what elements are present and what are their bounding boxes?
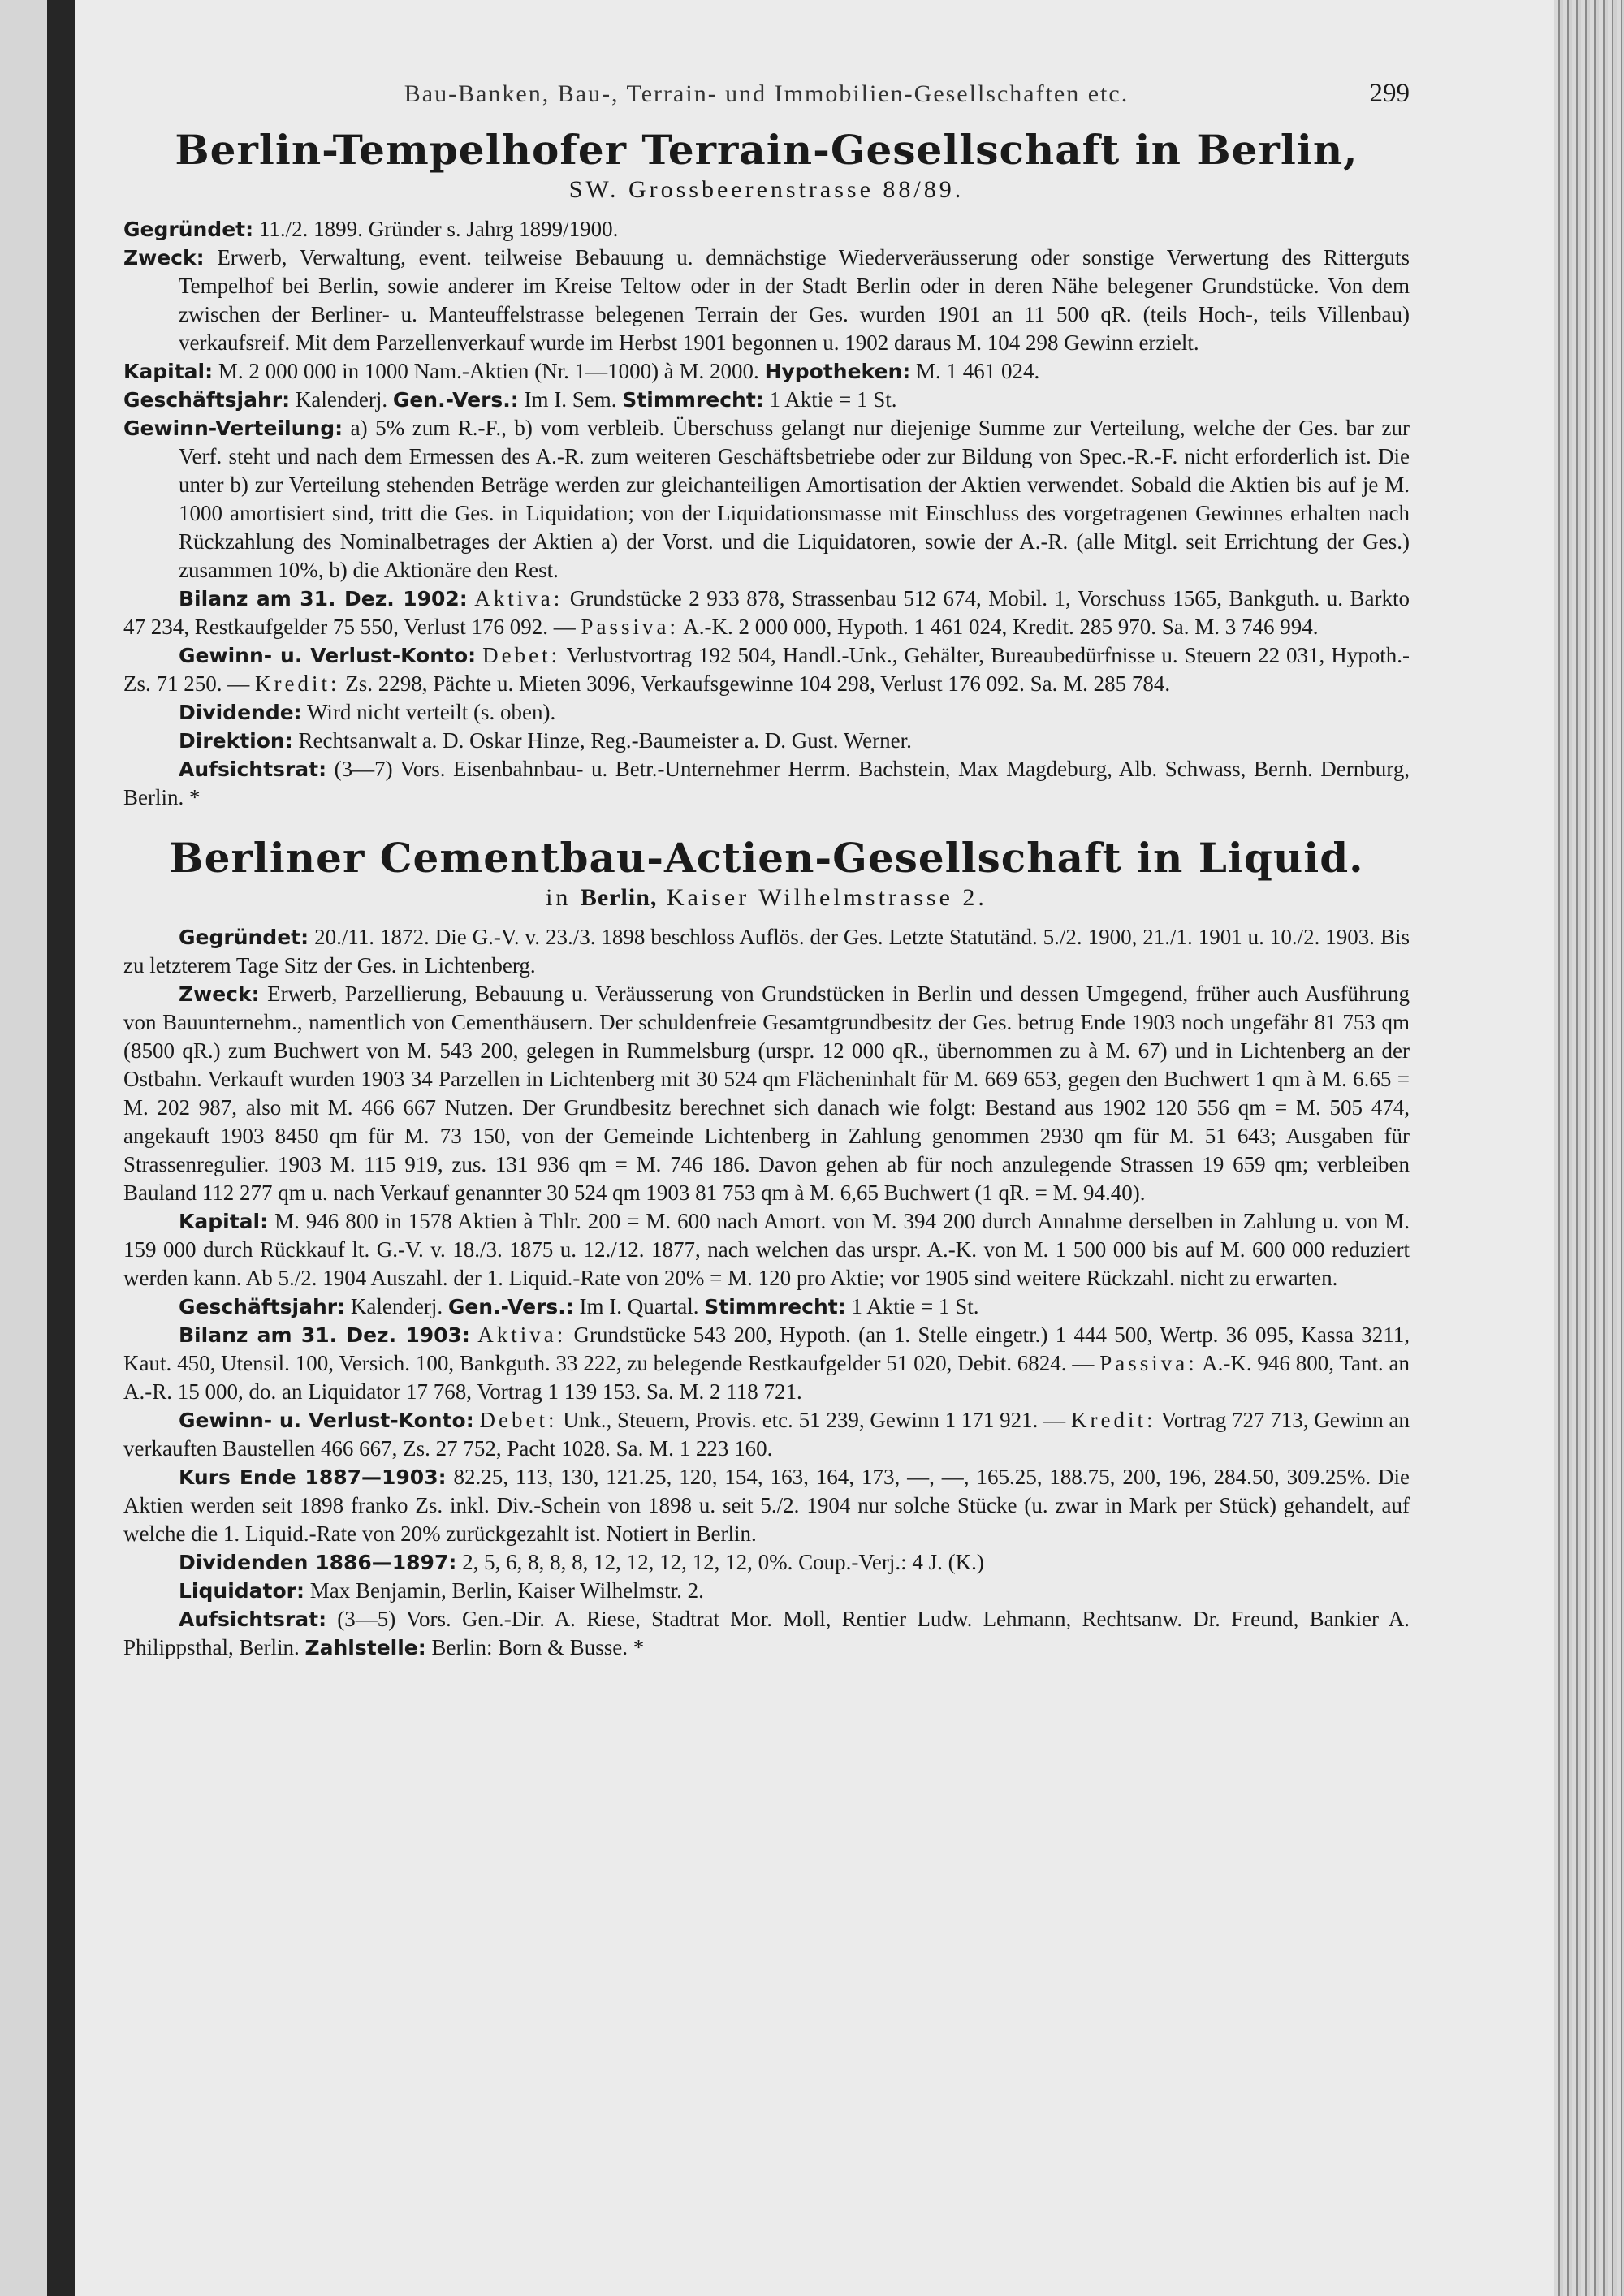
liquidator-label: Liquidator: xyxy=(179,1579,304,1603)
liabilities-label: Passiva: xyxy=(581,615,679,639)
dividend-label: Dividende: xyxy=(179,701,302,724)
adjacent-page-edge xyxy=(0,0,47,2296)
company-address: SW. Grossbeerenstrasse 88/89. xyxy=(568,176,965,203)
voting-right-text: 1 Aktie = 1 St. xyxy=(851,1294,979,1318)
general-meeting-text: Im I. Sem. xyxy=(524,387,617,412)
founded-paragraph xyxy=(123,923,1410,980)
capital-paragraph xyxy=(123,1207,1410,1293)
assets-label: Aktiva: xyxy=(477,1323,567,1347)
credit-text: Vortrag 727 713, Gewinn an verkauften Baustellen 466 667, Zs. 27 752, Pacht 1028. Sa. M. 1 223 160. xyxy=(123,1408,1410,1461)
founded-label: Gegründet: xyxy=(179,926,309,949)
credit-label: Kredit: xyxy=(255,671,340,696)
supervisory-board-text: (3—5) Vors. Gen.-Dir. A. Riese, Stadtrat Mor. Moll, Rentier Ludw. Lehmann, Rechtsanw. Dr. Freund, Bankier A. Philippsthal, Berlin. xyxy=(123,1607,1410,1659)
company-entry-cementbau xyxy=(123,833,1410,1662)
founded-text: 20./11. 1872. Die G.-V. v. 23./3. 1898 beschloss Auflös. der Ges. Letzte Statutänd. 5./2. 1900, 21./1. 1901 u. 10./2. 1903. Bis zu letzterem Tage Sitz der Ges. in Lichtenberg. xyxy=(123,925,1410,978)
address-prefix: in xyxy=(546,884,572,911)
liquidator-text: Max Benjamin, Berlin, Kaiser Wilhelmstr. 2. xyxy=(309,1578,704,1603)
voting-right-text: 1 Aktie = 1 St. xyxy=(769,387,897,412)
page-number: 299 xyxy=(1369,79,1410,108)
running-head xyxy=(123,80,1410,115)
voting-right-label: Stimmrecht: xyxy=(622,388,764,412)
dividends-line xyxy=(123,1548,1410,1577)
running-title: Bau-Banken, Bau-, Terrain- und Immobilien-Gesellschaften etc. xyxy=(404,80,1129,107)
balance-sheet-label: Bilanz am 31. Dez. 1903: xyxy=(179,1323,470,1347)
purpose-label: Zweck: xyxy=(179,982,260,1006)
profit-distribution-text: a) 5% zum R.-F., b) vom verbleib. Überschuss gelangt nur diejenige Summe zur Verteilung, welche der Ges. bar zur Verf. steht und nach dem Ermessen des A.-R. zum weiteren Geschäftsbetriebe oder zur Bildung von Spec.-R.-F. nicht erforderlich ist. Die unter b) zur Verteilung stehenden Beträge werden zur gleichanteiligen Amortisation der Aktien verwendet. Sobald die Aktien bis auf je M. 1000 amortisiert sind, tritt die Ges. in Liquidation; von der Liquidationsmasse mit Einschluss des vorgetragenen Gewinnes erhalten nach Rückzahlung des Nominalbetrages der Aktien a) der Vorst. und die Liquidatoren, sowie der A.-R. (alle Mitgl. seit Errichtung der Ges.) zusammen 10%, b) die Aktionäre den Rest. xyxy=(179,416,1410,582)
assets-text: Grundstücke 543 200, Hypoth. (an 1. Stelle eingetr.) 1 444 500, Wertp. 36 095, Kassa 3211, Kaut. 450, Utensil. 100, Versich. 100, Bankguth. 33 222, zu belegende Restkaufgelder 51 020, Debit. 6824. — xyxy=(123,1323,1410,1375)
debit-text: Verlustvortrag 192 504, Handl.-Unk., Gehälter, Bureaubedürfnisse u. Steuern 22 031, Hypoth.-Zs. 71 250. — xyxy=(123,643,1410,696)
liabilities-text: A.-K. 946 800, Tant. an A.-R. 15 000, do. an Liquidator 17 768, Vortrag 1 139 153. Sa. M. 2 118 721. xyxy=(123,1351,1410,1404)
address-street: Kaiser Wilhelmstrasse 2. xyxy=(666,884,987,911)
fiscal-year-label: Geschäftsjahr: xyxy=(123,388,291,412)
assets-label: Aktiva: xyxy=(474,586,564,611)
general-meeting-label: Gen.-Vers.: xyxy=(392,388,519,412)
profit-loss-label: Gewinn- u. Verlust-Konto: xyxy=(179,644,477,667)
paying-agent-text: Berlin: Born & Busse. * xyxy=(431,1635,645,1659)
profit-distribution-paragraph xyxy=(123,414,1410,585)
fiscal-year-line xyxy=(123,1293,1410,1321)
voting-right-label: Stimmrecht: xyxy=(704,1295,846,1318)
entry-separator xyxy=(123,812,1410,830)
purpose-paragraph xyxy=(123,244,1410,357)
founded-label: Gegründet: xyxy=(123,218,254,241)
book-gutter xyxy=(47,0,75,2296)
company-title: Berliner Cementbau-Actien-Gesellschaft in Liquid. xyxy=(169,834,1364,882)
share-price-label: Kurs Ende 1887—1903: xyxy=(179,1465,447,1489)
balance-sheet-paragraph xyxy=(123,585,1410,641)
purpose-label: Zweck: xyxy=(123,246,205,270)
fiscal-year-text: Kalenderj. xyxy=(350,1294,443,1318)
purpose-text: Erwerb, Parzellierung, Bebauung u. Veräusserung von Grundstücken in Berlin und dessen Umgegend, früher auch Ausführung von Bauunternehm., namentlich von Cementhäusern. Der schuldenfreie Gesamtgrundbesitz der Ges. betrug Ende 1903 noch ungefähr 81 753 qm (8500 qR.) zum Buchwert von M. 543 200, gelegen in Rummelsburg (urspr. 12 000 qR., übernommen zu à M. 67) und in Lichtenberg an der Ostbahn. Verkauft wurden 1903 34 Parzellen in Lichtenberg mit 30 524 qm Flächeninhalt für M. 669 653, gegen den Buchwert 1 qm à M. 6.65 = M. 202 987, also mit M. 466 667 Nutzen. Der Grundbesitz berechnet sich danach wie folgt: Bestand aus 1902 120 556 qm = M. 505 474, angekauft 1903 8450 qm für M. 73 150, von der Gemeinde Lichtenberg in Zahlung genommen 2930 qm für M. 51 643; Ausgaben für Strassenregulier. 1903 M. 115 919, zus. 131 936 qm = M. 746 186. Davon gehen ab für noch anzulegende Strassen 19 659 qm; verbleiben Bauland 112 277 qm u. nach Verkauf genannter 30 524 qm 1903 81 753 qm à M. 6,65 Buchwert (1 qR. = M. 94.40). xyxy=(123,982,1410,1205)
dividend-line xyxy=(123,698,1410,727)
liquidator-line xyxy=(123,1577,1410,1605)
profit-loss-label: Gewinn- u. Verlust-Konto: xyxy=(179,1409,474,1432)
capital-label: Kapital: xyxy=(123,360,214,383)
balance-sheet-paragraph xyxy=(123,1321,1410,1406)
purpose-paragraph xyxy=(123,980,1410,1207)
capital-line xyxy=(123,357,1410,386)
supervisory-board-label: Aufsichtsrat: xyxy=(179,1608,327,1631)
mortgages-text: M. 1 461 024. xyxy=(916,359,1040,383)
profit-loss-paragraph xyxy=(123,1406,1410,1463)
balance-sheet-label: Bilanz am 31. Dez. 1902: xyxy=(179,587,468,611)
credit-text: Zs. 2298, Pächte u. Mieten 3096, Verkaufsgewinne 104 298, Verlust 176 092. Sa. M. 285 784. xyxy=(345,671,1171,696)
founded-text: 11./2. 1899. Gründer s. Jahrg 1899/1900. xyxy=(258,217,619,241)
dividends-text: 2, 5, 6, 8, 8, 8, 12, 12, 12, 12, 12, 0%. Coup.-Verj.: 4 J. (K.) xyxy=(462,1550,984,1574)
address-city: Berlin, xyxy=(580,884,658,911)
capital-text: M. 946 800 in 1578 Aktien à Thlr. 200 = M. 600 nach Amort. von M. 394 200 durch Annahme derselben in Zahlung u. von M. 159 000 durch Rückkauf lt. G.-V. v. 18./3. 1875 u. 12./12. 1877, nach welchen das urspr. A.-K. von M. 1 500 000 bis auf M. 600 000 reduziert werden kann. Ab 5./2. 1904 Auszahl. der 1. Liquid.-Rate von 20% = M. 120 pro Aktie; vor 1905 sind weitere Rückzahl. nicht zu erwarten. xyxy=(123,1209,1410,1290)
management-line xyxy=(123,727,1410,755)
assets-text: Grundstücke 2 933 878, Strassenbau 512 674, Mobil. 1, Vorschuss 1565, Bankguth. u. Barkto 47 234, Restkaufgelder 75 550, Verlust 176 092. — xyxy=(123,586,1410,639)
company-entry-tempelhofer xyxy=(123,125,1410,812)
dividend-text: Wird nicht verteilt (s. oben). xyxy=(306,700,556,724)
supervisory-board-paragraph xyxy=(123,755,1410,812)
general-meeting-text: Im I. Quartal. xyxy=(579,1294,699,1318)
page-content xyxy=(123,80,1410,1662)
liabilities-label: Passiva: xyxy=(1099,1351,1198,1375)
dividends-label: Dividenden 1886—1897: xyxy=(179,1551,457,1574)
profit-distribution-label: Gewinn-Verteilung: xyxy=(123,416,343,440)
page-stack-edges xyxy=(1554,0,1624,2296)
capital-text: M. 2 000 000 in 1000 Nam.-Aktien (Nr. 1—1000) à M. 2000. xyxy=(218,359,759,383)
paying-agent-label: Zahlstelle: xyxy=(304,1636,426,1659)
liabilities-text: A.-K. 2 000 000, Hypoth. 1 461 024, Kredit. 285 970. Sa. M. 3 746 994. xyxy=(683,615,1319,639)
share-price-text: 82.25, 113, 130, 121.25, 120, 154, 163, 164, 173, —, —, 165.25, 188.75, 200, 196, 284.50, 309.25%. Die Aktien werden seit 1898 franko Zs. inkl. Div.-Schein von 1898 u. seit 5./2. 1904 nur solche Stücke (u. zwar in Mark per Stück) gehandelt, auf welche die 1. Liquid.-Rate von 20% zurückgezahlt ist. Notiert in Berlin. xyxy=(123,1465,1410,1546)
management-label: Direktion: xyxy=(179,729,293,753)
debit-text: Unk., Steuern, Provis. etc. 51 239, Gewinn 1 171 921. — xyxy=(563,1408,1066,1432)
credit-label: Kredit: xyxy=(1070,1408,1156,1432)
debit-label: Debet: xyxy=(482,643,561,667)
share-price-paragraph xyxy=(123,1463,1410,1548)
supervisory-board-label: Aufsichtsrat: xyxy=(179,757,327,781)
capital-label: Kapital: xyxy=(179,1210,269,1233)
supervisory-board-paragraph xyxy=(123,1605,1410,1662)
fiscal-year-line xyxy=(123,386,1410,414)
company-address xyxy=(123,883,1410,912)
supervisory-board-text: (3—7) Vors. Eisenbahnbau- u. Betr.-Unternehmer Herrm. Bachstein, Max Magdeburg, Alb. Schwass, Bernh. Dernburg, Berlin. * xyxy=(123,757,1410,809)
purpose-text: Erwerb, Verwaltung, event. teilweise Bebauung u. demnächstige Wiederveräusserung oder sonstige Verwertung des Ritterguts Tempelhof bei Berlin, sowie anderer im Kreise Teltow oder in der Stadt Berlin oder in deren Nähe belegener Grundstücke. Von dem zwischen der Berliner- u. Manteuffelstrasse belegenen Terrain der Ges. wurden 1901 an 11 500 qR. (teils Hoch-, teils Villenbau) verkaufsreif. Mit dem Parzellenverkauf wurde im Herbst 1901 begonnen u. 1902 daraus M. 104 298 Gewinn erzielt. xyxy=(179,245,1410,355)
fiscal-year-text: Kalenderj. xyxy=(295,387,388,412)
general-meeting-label: Gen.-Vers.: xyxy=(447,1295,574,1318)
mortgages-label: Hypotheken: xyxy=(764,360,911,383)
company-title: Berlin-Tempelhofer Terrain-Gesellschaft in Berlin, xyxy=(175,126,1358,174)
debit-label: Debet: xyxy=(479,1408,558,1432)
profit-loss-paragraph xyxy=(123,641,1410,698)
founded-line xyxy=(123,215,1410,244)
fiscal-year-label: Geschäftsjahr: xyxy=(179,1295,346,1318)
management-text: Rechtsanwalt a. D. Oskar Hinze, Reg.-Baumeister a. D. Gust. Werner. xyxy=(298,728,912,753)
